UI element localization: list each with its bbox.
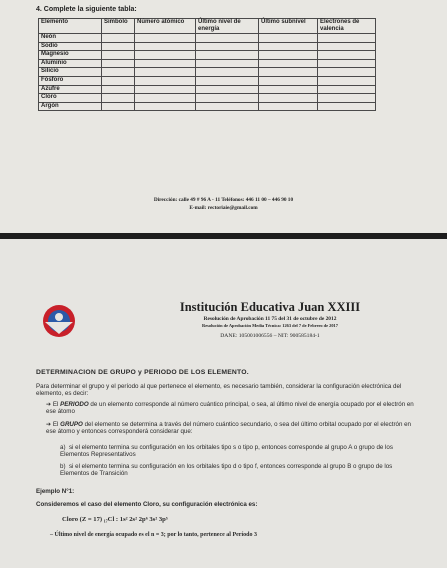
element-name-cell: Azufre	[39, 85, 102, 94]
answer-cell[interactable]	[196, 34, 259, 43]
periodo-paragraph: ➔ El PERIODO de un elemento corresponde al número cuántico principal, o sea, al último nivel de energía ocupado por el electrón en ese átomo	[46, 401, 414, 415]
grupo-paragraph: ➔ El GRUPO del elemento se determina a través del número cuántico secundario, o sea del último orbital ocupado por el electrón en ese átomo y entonces corresponderá considerar que:	[46, 421, 411, 435]
answer-cell[interactable]	[102, 34, 135, 43]
header-electrones-valencia: Electrones de valencia	[318, 19, 376, 34]
answer-cell[interactable]	[135, 85, 196, 94]
element-name-cell: Fósforo	[39, 76, 102, 85]
table-row	[39, 42, 376, 51]
element-name-cell: Sodio	[39, 42, 102, 51]
address-line: Dirección: calle 49 # 96 A - 11 Teléfonos: 446 11 00 – 446 90 10	[153, 197, 294, 203]
chlorine-configuration: Cloro (Z = 17) ₁₇Cl : 1s² 2s² 2p⁶ 3s² 3p⁵	[62, 516, 168, 523]
answer-cell[interactable]	[102, 76, 135, 85]
answer-cell[interactable]	[259, 42, 318, 51]
school-resolution-tech: Resolución de Aprobación Media Técnica: 1263 del 7 de Febrero de 2017	[202, 323, 338, 328]
school-header	[140, 300, 400, 339]
example-conclusion	[50, 532, 440, 539]
answer-cell[interactable]	[259, 51, 318, 60]
lesson-intro: Para determinar el grupo y el período al que pertenece el elemento, es necesario también, considerar la configuración electrónica del elemento, es decir:	[36, 383, 402, 397]
table-row	[39, 51, 376, 60]
answer-cell[interactable]	[318, 68, 376, 77]
task-title: 4. Complete la siguiente tabla:	[36, 6, 137, 13]
rule-b: b) si el elemento termina su configuración en los orbitales tipo d o tipo f, entonces corresponde al grupo B o grupo de los Elementos de Transición	[60, 463, 393, 477]
answer-cell[interactable]	[318, 42, 376, 51]
answer-cell[interactable]	[259, 68, 318, 77]
answer-cell[interactable]	[135, 51, 196, 60]
answer-cell[interactable]	[102, 59, 135, 68]
lesson-title: DETERMINACION DE GRUPO y PERIODO DE LOS ELEMENTO.	[36, 369, 249, 376]
conclusion-text: Último nivel de energía ocupado es el n = 3; por lo tanto, pertenece al Período 3	[54, 532, 257, 538]
periodo-text: de un elemento corresponde al número cuántico principal, o sea, al último nivel de energía ocupado por el electrón en ese átomo	[46, 401, 414, 415]
answer-cell[interactable]	[196, 76, 259, 85]
table-row	[39, 34, 376, 43]
table-row	[39, 59, 376, 68]
answer-cell[interactable]	[318, 51, 376, 60]
element-name-cell: Aluminio	[39, 59, 102, 68]
answer-cell[interactable]	[259, 59, 318, 68]
table-row	[39, 68, 376, 77]
rule-a-text: si el elemento termina su configuración en los orbitales tipo s o tipo p, entonces corresponde al grupo A o grupo de los Elementos Representativos	[60, 444, 393, 458]
answer-cell[interactable]	[102, 51, 135, 60]
grupo-term: GRUPO	[60, 421, 83, 428]
header-simbolo: Símbolo	[102, 19, 135, 34]
answer-cell[interactable]	[318, 34, 376, 43]
answer-cell[interactable]	[135, 59, 196, 68]
answer-cell[interactable]	[196, 42, 259, 51]
answer-cell[interactable]	[135, 76, 196, 85]
table-row	[39, 94, 376, 103]
answer-cell[interactable]	[102, 68, 135, 77]
elements-table	[38, 18, 376, 111]
table-row	[39, 85, 376, 94]
element-name-cell: Argón	[39, 102, 102, 111]
rule-a: a) si el elemento termina su configuración en los orbitales tipo s o tipo p, entonces corresponde al grupo A o grupo de los Elementos Representativos	[60, 444, 393, 458]
answer-cell[interactable]	[135, 34, 196, 43]
element-name-cell: Cloro	[39, 94, 102, 103]
bullet-icon: –	[50, 532, 55, 538]
grupo-text: del elemento se determina a través del número cuántico secundario, o sea del último orbital ocupado por el electrón en ese átomo y entonces corresponderá considerar que:	[46, 421, 411, 435]
table-header-row	[39, 19, 376, 34]
header-elemento: Elemento	[39, 19, 102, 34]
answer-cell[interactable]	[318, 102, 376, 111]
school-resolution: Resolución de Aprobación 11 75 del 31 de octubre de 2012	[203, 316, 337, 322]
school-dane: DANE: 105001006556 – NIT: 900585184-1	[220, 333, 320, 339]
answer-cell[interactable]	[318, 59, 376, 68]
answer-cell[interactable]	[135, 94, 196, 103]
answer-cell[interactable]	[259, 85, 318, 94]
answer-cell[interactable]	[196, 68, 259, 77]
answer-cell[interactable]	[135, 68, 196, 77]
example-case: Consideremos el caso del elemento Cloro, su configuración electrónica es:	[36, 501, 258, 508]
answer-cell[interactable]	[259, 94, 318, 103]
element-name-cell: Magnesio	[39, 51, 102, 60]
answer-cell[interactable]	[318, 76, 376, 85]
element-name-cell: Silicio	[39, 68, 102, 77]
lesson-page	[0, 239, 447, 568]
answer-cell[interactable]	[196, 85, 259, 94]
answer-cell[interactable]	[135, 102, 196, 111]
element-name-cell: Neón	[39, 34, 102, 43]
answer-cell[interactable]	[196, 59, 259, 68]
answer-cell[interactable]	[196, 51, 259, 60]
table-row	[39, 102, 376, 111]
school-name: Institución Educativa Juan XXIII	[179, 300, 361, 314]
answer-cell[interactable]	[259, 34, 318, 43]
answer-cell[interactable]	[318, 85, 376, 94]
example-title: Ejemplo N°1:	[36, 488, 75, 495]
answer-cell[interactable]	[102, 94, 135, 103]
table-row	[39, 76, 376, 85]
answer-cell[interactable]	[259, 102, 318, 111]
school-logo	[42, 304, 76, 338]
answer-cell[interactable]	[102, 42, 135, 51]
answer-cell[interactable]	[318, 94, 376, 103]
answer-cell[interactable]	[196, 102, 259, 111]
header-ultimo-subnivel: Último subnivel	[259, 19, 318, 34]
periodo-term: PERIODO	[60, 401, 89, 408]
answer-cell[interactable]	[135, 42, 196, 51]
answer-cell[interactable]	[259, 76, 318, 85]
answer-cell[interactable]	[102, 85, 135, 94]
arrow-icon: ➔	[46, 421, 53, 428]
arrow-icon: ➔	[46, 401, 53, 408]
rule-b-text: si el elemento termina su configuración en los orbitales tipo d o tipo f, entonces corresponde al grupo B o grupo de los Elementos de Transición	[60, 463, 393, 477]
answer-cell[interactable]	[196, 94, 259, 103]
header-numero-atomico: Número atómico	[135, 19, 196, 34]
answer-cell[interactable]	[102, 102, 135, 111]
header-ultimo-nivel: Último nivel de energía	[196, 19, 259, 34]
worksheet-page	[0, 0, 447, 233]
email-line: E-mail: rectoriaie@gmail.com	[189, 205, 258, 211]
